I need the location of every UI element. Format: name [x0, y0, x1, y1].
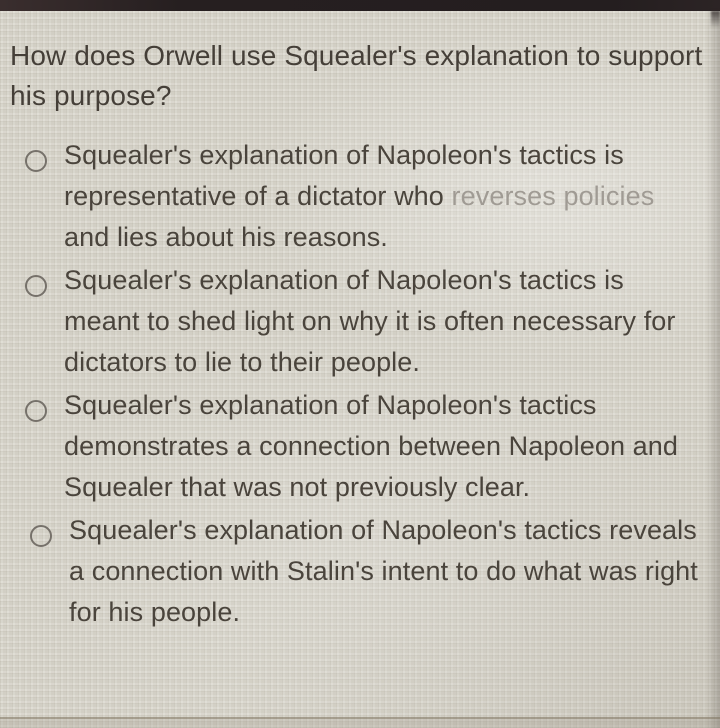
option-text — [64, 260, 676, 383]
answer-option-4[interactable] — [0, 510, 720, 633]
option-text — [69, 510, 698, 633]
radio-unchecked-icon[interactable] — [25, 400, 47, 422]
option-line-segment-faded: reverses policies — [451, 181, 655, 211]
question-line: his purpose? — [10, 80, 172, 111]
screen-corner-shadow — [711, 11, 720, 28]
option-line: a connection with Stalin's intent to do what was right — [69, 556, 698, 586]
screen-bottom-strip — [0, 719, 720, 728]
radio-unchecked-icon[interactable] — [25, 275, 47, 297]
option-line: Squealer's explanation of Napoleon's tactics is — [64, 140, 624, 170]
radio-unchecked-icon[interactable] — [30, 525, 52, 547]
option-line: Squealer's explanation of Napoleon's tactics reveals — [69, 515, 697, 545]
option-line — [64, 176, 654, 217]
option-text — [64, 135, 654, 258]
answer-options — [0, 135, 720, 635]
screen-top-bezel — [0, 0, 720, 11]
answer-option-1[interactable] — [0, 135, 720, 258]
option-line: and lies about his reasons. — [64, 222, 388, 252]
option-line: dictators to lie to their people. — [64, 347, 421, 377]
answer-option-2[interactable] — [0, 260, 720, 383]
option-line: Squealer's explanation of Napoleon's tactics is — [64, 265, 624, 295]
option-line: Squealer that was not previously clear. — [64, 472, 531, 502]
option-line: meant to shed light on why it is often necessary for — [64, 306, 676, 336]
option-line: Squealer's explanation of Napoleon's tactics — [64, 390, 597, 420]
option-text — [64, 385, 678, 508]
question-line: How does Orwell use Squealer's explanation to support — [10, 40, 703, 71]
radio-unchecked-icon[interactable] — [25, 150, 47, 172]
question-text — [10, 36, 702, 116]
option-line: for his people. — [69, 597, 241, 627]
option-line-segment: representative of a dictator who — [64, 181, 452, 211]
answer-option-3[interactable] — [0, 385, 720, 508]
option-line: demonstrates a connection between Napoleon and — [64, 431, 679, 461]
